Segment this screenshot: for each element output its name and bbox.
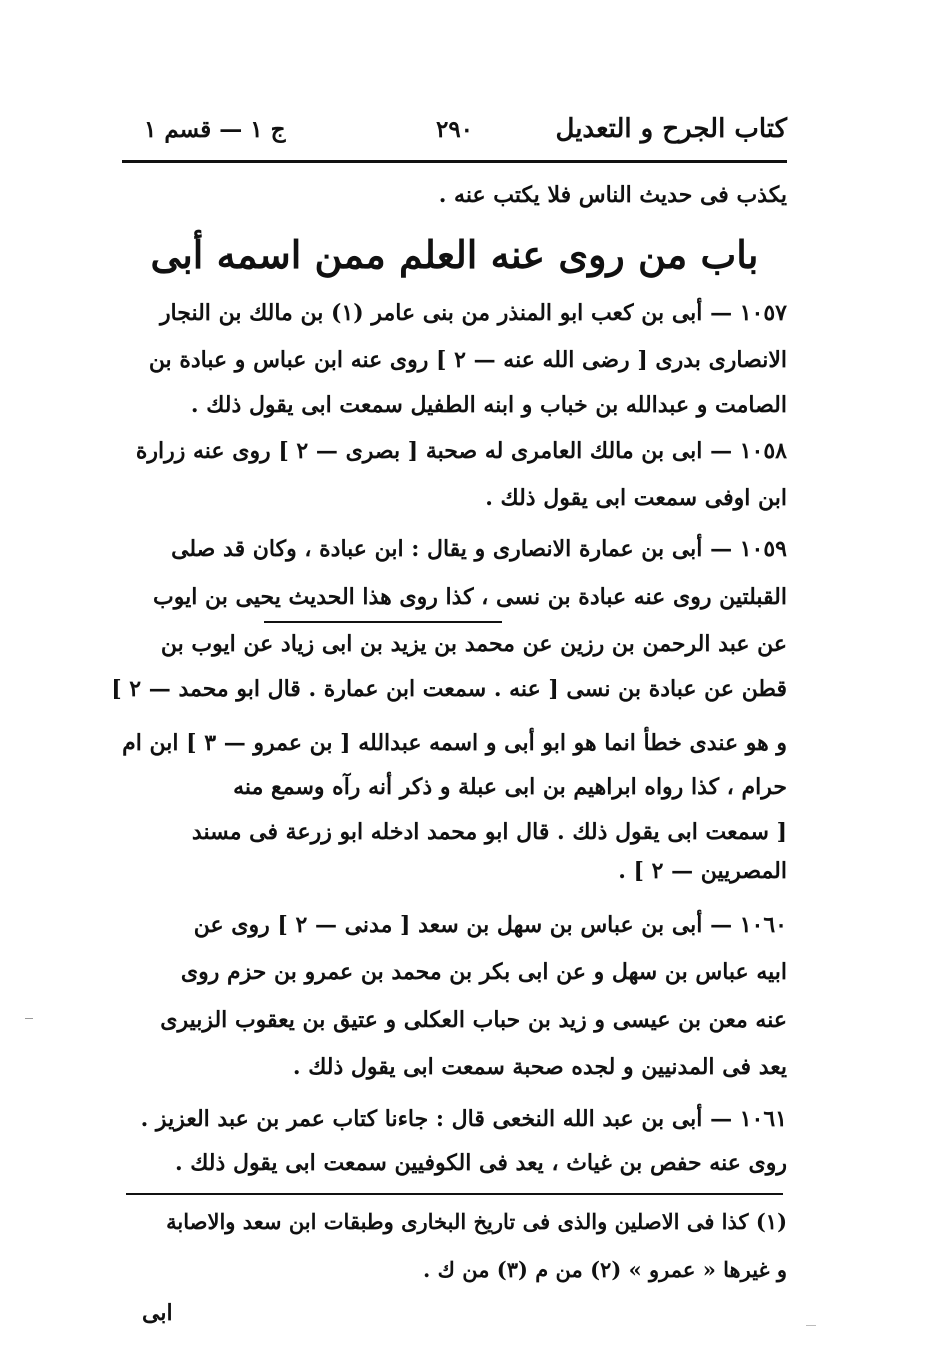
text-line: الصامت و عبدالله بن خباب و ابنه الطفيل سمعت ابى يقول ذلك . bbox=[190, 392, 787, 418]
text-line: ١٠٥٨ — ابى بن مالك العامرى له صحبة [ بصرى — ٢ ] روى عنه زرارة bbox=[135, 438, 787, 464]
text-line: المصريين — ٢ ] . bbox=[618, 858, 787, 884]
underline-mark bbox=[264, 621, 502, 623]
text-line: يعد فى المدنيين و لجده صحبة سمعت ابى يقول ذلك . bbox=[292, 1054, 787, 1080]
text-line: القبلتين روى عنه عبادة بن نسى ، كذا روى هذا الحديث يحيى بن ايوب bbox=[153, 584, 787, 610]
text-line: عنه معن بن عيسى و زيد بن حباب العكلى و عتيق بن يعقوب الزبيرى bbox=[160, 1007, 787, 1033]
header-rule bbox=[122, 160, 787, 163]
text-line: ابيه عباس بن سهل و عن ابى بكر بن محمد بن عمرو بن حزم روى bbox=[180, 959, 787, 985]
running-header bbox=[122, 108, 787, 154]
text-line: حرام ، كذا رواه ابراهيم بن ابى عبلة و ذكر أنه رآه وسمع منه bbox=[233, 774, 787, 800]
margin-mark bbox=[806, 1325, 816, 1326]
footnote-line: و غيرها « عمرو » (٢) من م (٣) من ك . bbox=[422, 1257, 787, 1282]
catchword: ابى bbox=[142, 1300, 173, 1326]
volume-label: ج ١ — قسم ١ bbox=[144, 116, 286, 143]
page-number: ٢٩٠ bbox=[435, 116, 474, 143]
footnote-line: (١) كذا فى الاصلين والذى فى تاريخ البخارى وطبقات ابن سعد والاصابة bbox=[166, 1209, 787, 1234]
text-line: عن عبد الرحمن بن رزين عن محمد بن يزيد بن ابى زياد عن ايوب بن bbox=[160, 631, 787, 657]
text-line: و هو عندى خطأ انما هو ابو أبى و اسمه عبدالله [ بن عمرو — ٣ ] ابن ام bbox=[122, 730, 787, 756]
chapter-heading: باب من روى عنه العلم ممن اسمه أبى bbox=[150, 232, 759, 277]
text-line: قطن عن عبادة بن نسى [ عنه . سمعت ابن عمارة . قال ابو محمد — ٢ ] bbox=[111, 676, 787, 702]
text-line: ١٠٦٠ — أبى بن عباس بن سهل بن سعد [ مدنى — ٢ ] روى عن bbox=[193, 912, 787, 938]
book-title: كتاب الجرح و التعديل bbox=[555, 114, 787, 144]
text-line: ابن اوفى سمعت ابى يقول ذلك . bbox=[485, 485, 787, 511]
text-line: ١٠٥٧ — أبى بن كعب ابو المنذر من بنى عامر (١) بن مالك بن النجار bbox=[159, 300, 787, 326]
text-line: الانصارى بدرى [ رضى الله عنه — ٢ ] روى عنه ابن عباس و عبادة بن bbox=[148, 347, 787, 373]
margin-mark bbox=[25, 1018, 33, 1019]
text-line: ١٠٦١ — أبى بن عبد الله النخعى قال : جاءنا كتاب عمر بن عبد العزيز . bbox=[140, 1106, 787, 1132]
text-line: ١٠٥٩ — أبى بن عمارة الانصارى و يقال : ابن عبادة ، وكان قد صلى bbox=[171, 536, 787, 562]
lead-line: يكذب فى حديث الناس فلا يكتب عنه . bbox=[438, 182, 787, 208]
text-line: روى عنه حفص بن غياث ، يعد فى الكوفيين سمعت ابى يقول ذلك . bbox=[174, 1150, 787, 1176]
footnote-rule bbox=[126, 1193, 783, 1195]
text-line: [ سمعت ابى يقول ذلك . قال ابو محمد ادخله ابو زرعة فى مسند bbox=[191, 819, 787, 845]
